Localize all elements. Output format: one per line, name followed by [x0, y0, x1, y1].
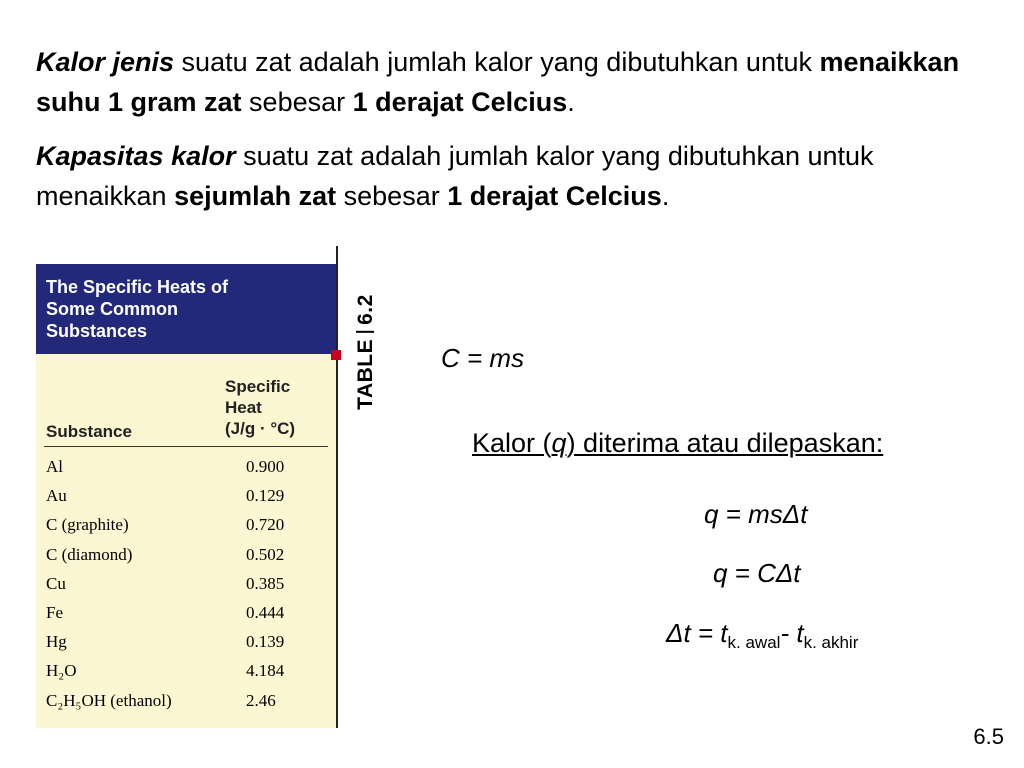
header-rule — [44, 446, 328, 447]
kapasitas-kalor-term: Kapasitas kalor — [36, 141, 236, 171]
column-header-specific-heat: Specific Heat (J/g · °C) — [225, 377, 296, 438]
heat-equation-capacity — [713, 558, 801, 589]
substance-cell: C (diamond) — [46, 544, 133, 564]
kalor-jenis-text2: sebesar — [241, 87, 353, 117]
table-row — [36, 628, 336, 657]
kalor-heading — [472, 428, 883, 459]
specific-heat-cell: 0.900 — [246, 457, 285, 476]
table-row — [36, 687, 336, 716]
table-row — [36, 599, 336, 628]
page-number: 6.5 — [973, 724, 1004, 749]
specific-heat-cell: 0.385 — [246, 573, 285, 593]
specific-heat-cell: 0.502 — [246, 544, 285, 564]
substance-cell: H₂O — [46, 661, 77, 681]
kapasitas-kalor-bold1: sejumlah zat — [174, 181, 337, 211]
substance-cell: C (graphite) — [46, 515, 129, 535]
kapasitas-kalor-end: . — [661, 181, 670, 211]
q1-text: q = msΔt — [704, 499, 808, 529]
kapasitas-kalor-text: suatu zat adalah jumlah kalor yang dibutuhkan untuk menaikkan — [36, 141, 874, 211]
delta-t-equation — [666, 618, 858, 653]
kalor-jenis-term: Kalor jenis — [36, 47, 175, 77]
table-row — [36, 482, 336, 511]
column-header-substance: Substance — [46, 422, 132, 441]
table-title: The Specific Heats of Some Common Substances — [36, 264, 336, 354]
dt-sub-awal: k. awal — [727, 633, 781, 652]
c-equation-text: C = ms — [441, 343, 525, 373]
specific-heat-table — [36, 246, 376, 728]
specific-heat-cell: 0.720 — [246, 515, 285, 535]
substance-cell: Fe — [46, 602, 63, 622]
substance-cell: Hg — [46, 632, 67, 652]
table-row — [36, 541, 336, 570]
kapasitas-kalor-definition — [36, 136, 996, 216]
specific-heat-cell: 0.129 — [246, 486, 285, 506]
substance-cell: Al — [46, 457, 63, 476]
substance-cell: C₂H₅OH (ethanol) — [46, 690, 172, 710]
dt-mid: - t — [780, 618, 804, 648]
heading-prefix: Kalor ( — [472, 428, 552, 458]
table-label-number: 6.2 — [354, 294, 377, 325]
substance-cell: Cu — [46, 573, 66, 593]
kapasitas-kalor-text2: sebesar — [336, 181, 448, 211]
heading-variable: q — [551, 428, 567, 458]
dt-lhs: Δt = t — [666, 618, 728, 648]
kalor-jenis-bold1: menaikkan suhu 1 gram zat — [36, 47, 960, 117]
kapasitas-kalor-bold2: 1 derajat Celcius — [447, 181, 662, 211]
dt-sub-akhir: k. akhir — [803, 633, 859, 652]
table-marker — [331, 350, 341, 360]
table-row — [36, 657, 336, 686]
kalor-jenis-text: suatu zat adalah jumlah kalor yang dibutuhkan untuk — [174, 47, 820, 77]
table-label — [354, 294, 378, 410]
heading-suffix: ) diterima atau dilepaskan: — [566, 428, 884, 458]
substance-cell: Au — [46, 486, 67, 506]
q2-text: q = CΔt — [713, 558, 801, 588]
table-row — [36, 453, 336, 482]
table-row — [36, 511, 336, 540]
specific-heat-cell: 4.184 — [246, 661, 285, 681]
heat-equation-mass — [704, 499, 807, 530]
table-row — [36, 570, 336, 599]
kalor-jenis-bold2: 1 derajat Celcius — [352, 87, 568, 117]
specific-heat-cell: 0.139 — [246, 632, 285, 652]
table-rows — [36, 453, 336, 716]
table-label-word: TABLE — [354, 338, 377, 410]
specific-heat-cell: 2.46 — [246, 690, 276, 710]
heat-capacity-equation — [441, 343, 524, 374]
specific-heat-cell: 0.444 — [246, 602, 285, 622]
table-divider-line — [336, 246, 338, 728]
kalor-jenis-definition — [36, 42, 996, 122]
kalor-jenis-end: . — [567, 87, 575, 117]
